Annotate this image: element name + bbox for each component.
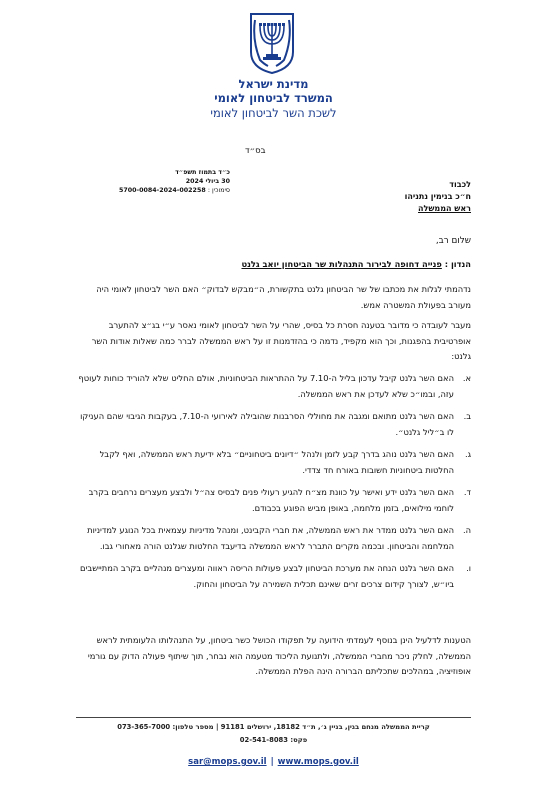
footer-website-link[interactable]: www.mops.gov.il bbox=[277, 757, 359, 767]
footer-fax: פקס: 02-541-8083 bbox=[239, 736, 308, 744]
bsd-mark: בס״ד bbox=[245, 146, 266, 156]
paragraph-intro: נדהמתי לגלות את מכתבו של שר הביטחון גלנט בתקשורת, ה״מבקש לבדוק״ האם השר לביטחון לאומי היה מעורב בפעולת המשטרה אמש. bbox=[96, 284, 471, 310]
footer-links bbox=[0, 757, 547, 767]
header-ministry-name: המשרד לביטחון לאומי bbox=[214, 91, 333, 105]
list-item-label: ג. bbox=[464, 449, 471, 459]
list-item-label: ה. bbox=[462, 525, 471, 535]
list-item-text: האם השר גלנט ידע ואישר על כוונת מצ״ח להגיע רעולי פנים לבסיס צה״ל ולבצע מעצרים נרחבים בקרב לוחמי מילואים, בזמן מלחמה, באופן מביש הפוגע בכבודם. bbox=[88, 487, 454, 513]
list-item-text: האם השר גלנט מתואם ומגבה את מחוללי הסרבנות שהובילה לאירועי ה-7.10, בעקבות הגיבוי שהם העניקו לו ב״ליל גלנט״. bbox=[80, 411, 454, 437]
list-item bbox=[76, 447, 471, 478]
paragraph-context: מעבר לעובדה כי מדובר בטענה חסרת כל בסיס, שהרי על השר לביטחון לאומי נאסר ע״י בג״צ להתערב אופרטיבית בהפגנות, וכך הוא מקפיד, נדמה כי בהזדמנות זו על ראש הממשלה לברר כמה שאלות אודות השר גלנט: bbox=[91, 320, 471, 361]
list-item-text: האם השר גלנט קיבל עדכון בליל ה-7.10 על ההתראות הביטחוניות, אולם החליט שלא להוריד כוחות לעוטף עזה, ובמו״כ שלא לעדכן את ראש הממשלה. bbox=[78, 373, 454, 399]
greeting: שלום רב, bbox=[435, 236, 471, 246]
list-item bbox=[76, 485, 471, 516]
state-emblem-icon bbox=[246, 12, 298, 74]
list-item bbox=[76, 371, 471, 402]
paragraph-closing: הטענות לדלעיל הינן בנוסף לעמדתי הידועה על תפקודו הכושל כשר ביטחון, על התנהלותו הלעומתית לראש הממשלה, לחלק ניכר מחברי הממשלה, ולתנועת הליכוד מטעמה הוא נבחר, תוך שיתוף פעולה הדוק עם גורמי אופוזיציה, במהלכים שתכליתם הברורה הינה הפלת הממשלה. bbox=[87, 635, 471, 676]
subject-label: הנדון : bbox=[444, 259, 471, 269]
gregorian-date: 30 ביולי 2024 bbox=[185, 178, 230, 185]
list-item-text: האם השר גלנט נוהג בדרך קבע לזמן ולנהל ״דיונים ביטחוניים״ בלא ידיעת ראש הממשלה, ואף לקבל החלטות ביטחוניות חשובות באורח חד צדדי. bbox=[99, 449, 454, 475]
date-block bbox=[70, 168, 230, 195]
list-item bbox=[76, 523, 471, 554]
list-item-label: ו. bbox=[466, 563, 471, 573]
footer-email-link[interactable]: sar@mops.gov.il bbox=[188, 757, 267, 767]
hebrew-date: כ״ד בתמוז תשפ״ד bbox=[175, 169, 230, 176]
reference-number: 5700-0084-2024-002258 bbox=[119, 187, 206, 194]
header-office-name: לשכת השר לביטחון לאומי bbox=[210, 106, 337, 120]
list-item-text: האם השר גלנט ממדר את ראש הממשלה, את חברי הקבינט, ומנהל מדיניות עצמאית בכל הנוגע למדיניות המלחמה והביטחון. ובכמה מקרים התברר לראש הממשלה בדיעבד החלטות שגלנט הורה מאחורי גבו. bbox=[87, 525, 454, 551]
recipient-to-label: לכבוד bbox=[449, 180, 471, 189]
footer-divider bbox=[76, 717, 471, 718]
reference-line bbox=[70, 186, 230, 195]
reference-label: סימוכין : bbox=[207, 187, 230, 194]
recipient-block bbox=[300, 179, 471, 215]
subject-line bbox=[71, 259, 471, 269]
recipient-name: ח״כ בנימין נתניהו bbox=[404, 192, 471, 201]
header-state-name: מדינת ישראל bbox=[238, 77, 309, 91]
list-item-label: א. bbox=[462, 373, 471, 383]
list-item bbox=[76, 409, 471, 440]
list-item-label: ד. bbox=[463, 487, 471, 497]
footer-separator: | bbox=[270, 757, 274, 767]
subject-text: פנייה דחופה לבירור התנהלות שר הביטחון יואב גלנט bbox=[241, 259, 442, 269]
list-item-text: האם השר גלנט הנחה את מערכת הביטחון לבצע פעולות הריסה ראווה ומעצרים מנהליים בקרב המתיישבים ביו״ש, לצורך קידום צרכים זרים שאינם תכלית השמירה על הביטחון והחוק. bbox=[80, 563, 454, 589]
recipient-title: ראש הממשלה bbox=[418, 204, 471, 213]
footer-address: קריית הממשלה מנחם בגין, בניין ג׳, ת״ד 18182, ירושלים 91181 | מספר טלפון: 073-365-7000 bbox=[117, 723, 430, 731]
list-item-label: ב. bbox=[463, 411, 471, 421]
list-item bbox=[76, 561, 471, 592]
question-list bbox=[76, 371, 471, 599]
